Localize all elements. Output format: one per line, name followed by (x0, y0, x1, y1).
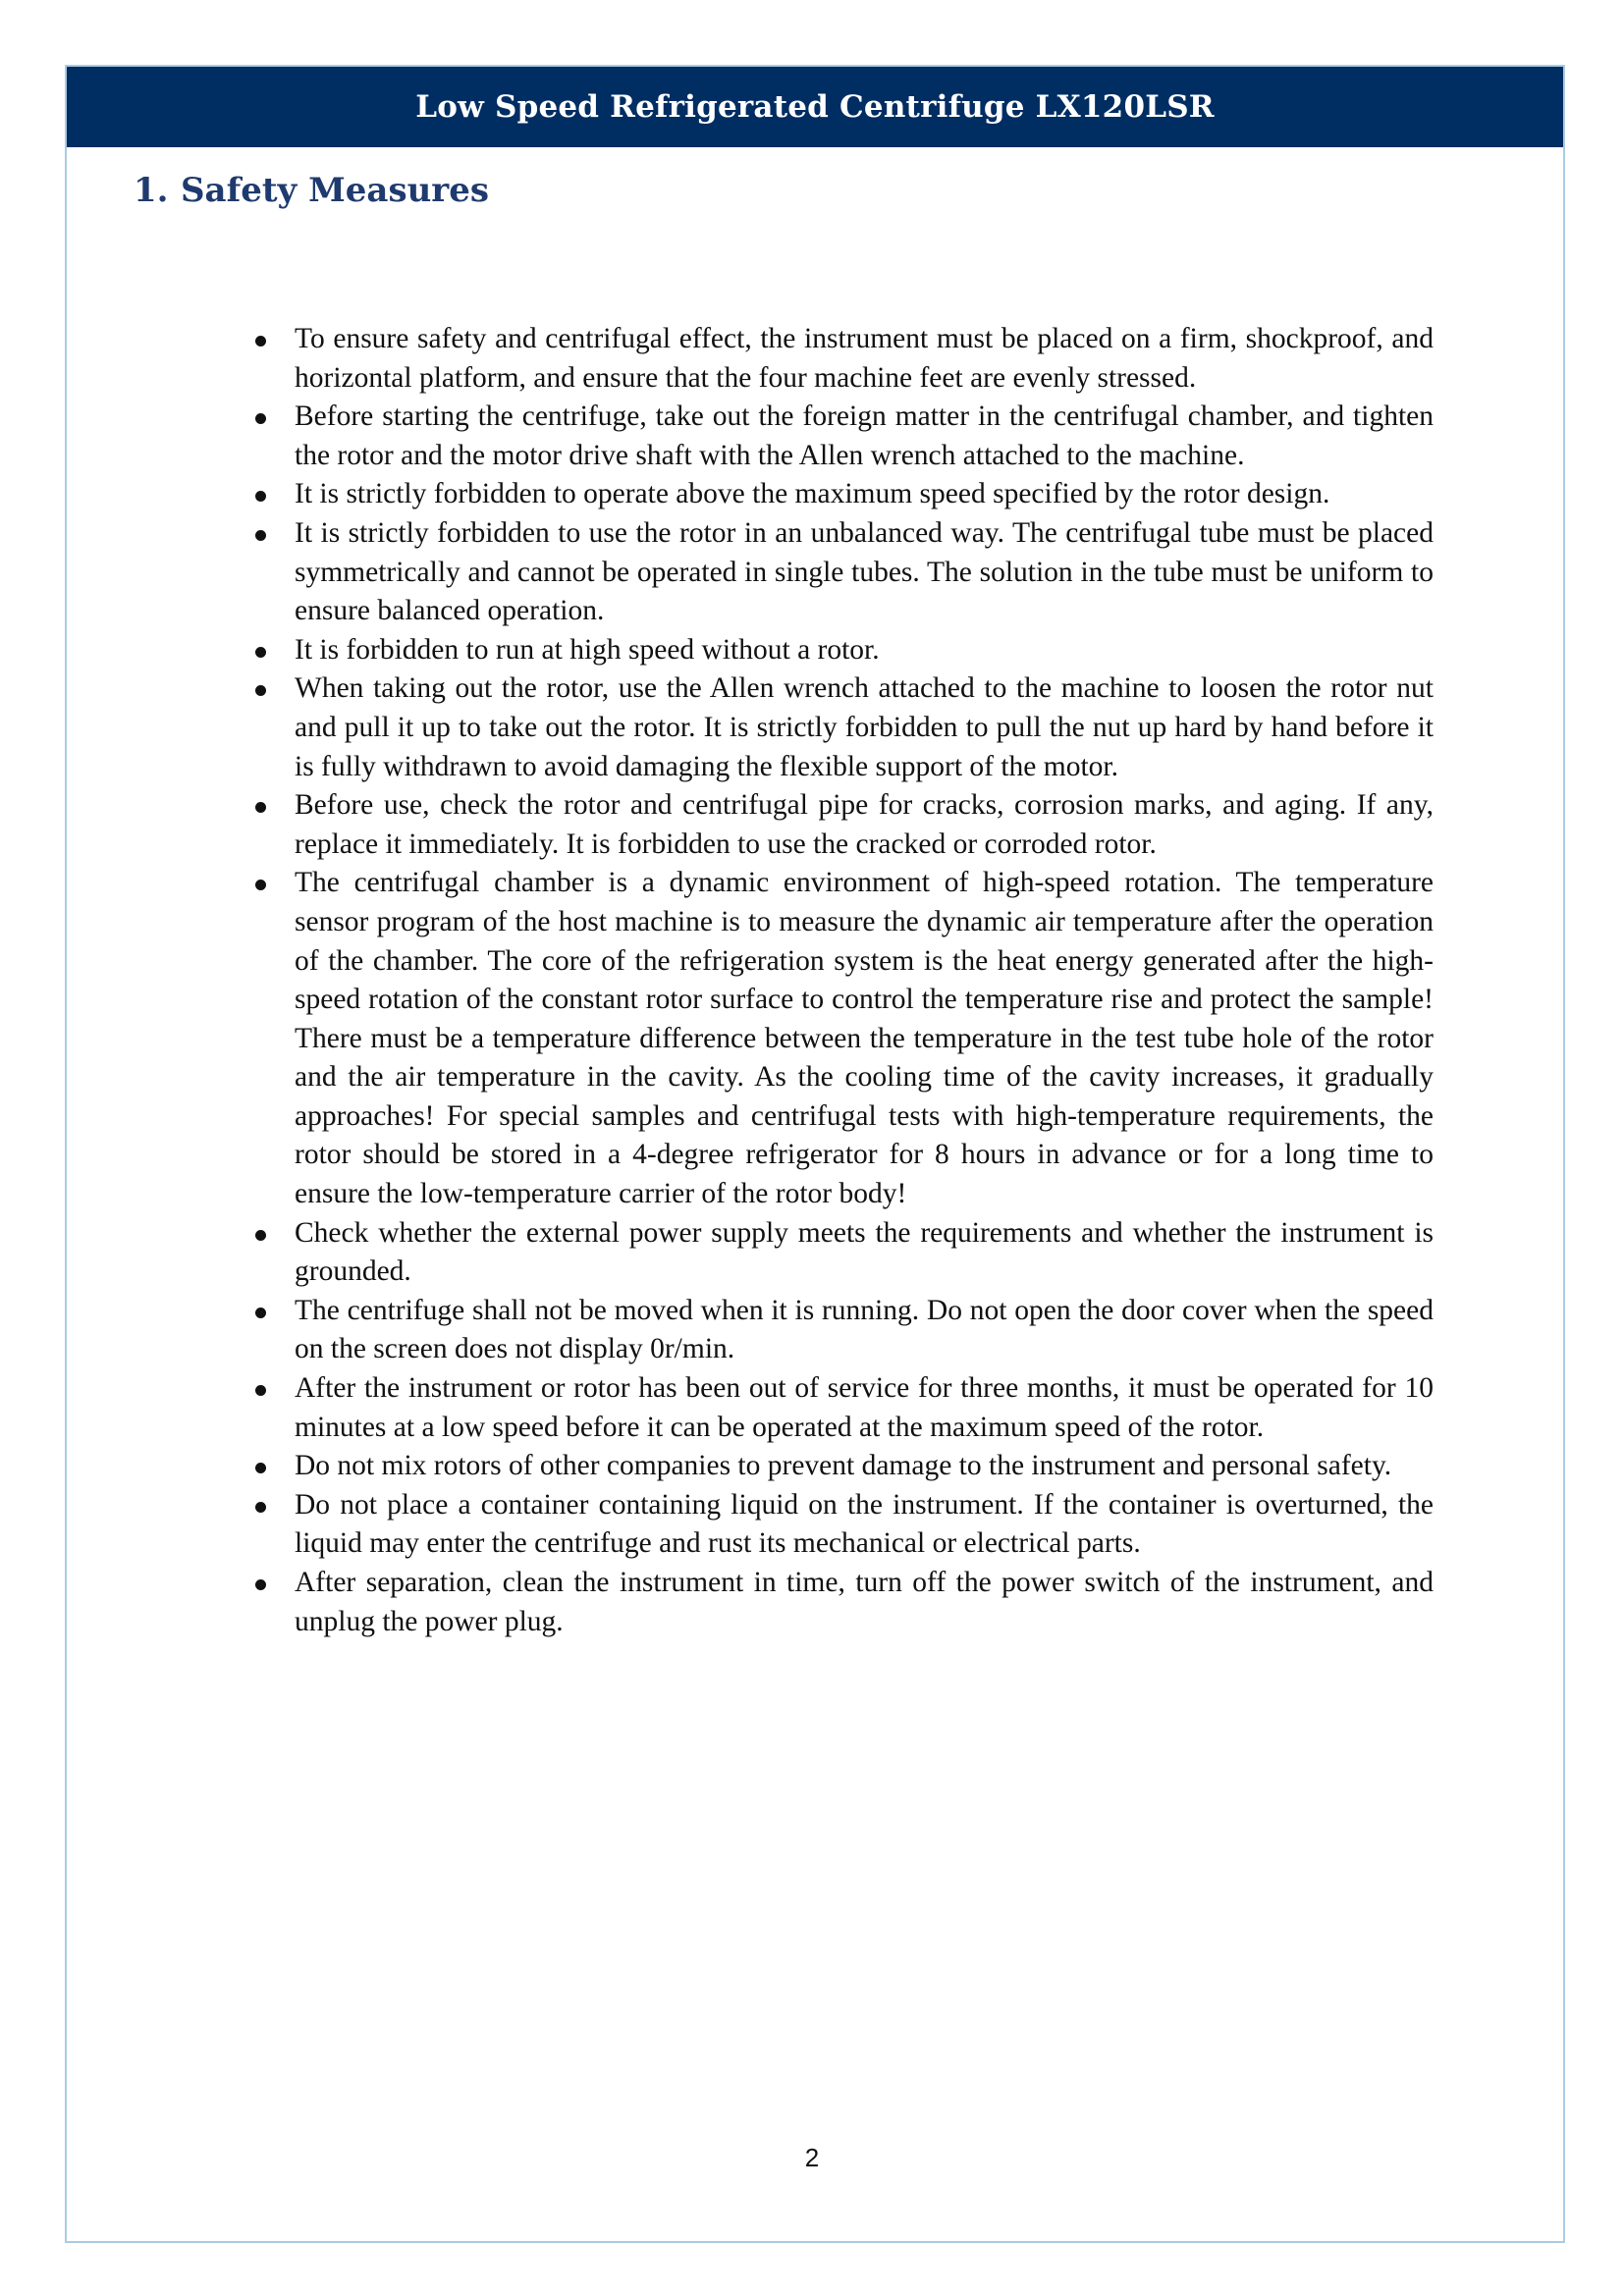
bullet-icon (255, 647, 266, 658)
safety-measures-list (295, 320, 1434, 1641)
header-bar (67, 67, 1563, 147)
list-item (295, 1214, 1434, 1292)
bullet-icon (255, 1579, 266, 1590)
list-item (295, 1292, 1434, 1369)
bullet-icon (255, 1502, 266, 1513)
list-item-text: To ensure safety and centrifugal effect, the instrument must be placed on a firm, shockproof, and horizontal platform, and ensure that the four machine feet are evenly stressed. (295, 323, 1434, 394)
list-item-text: Do not mix rotors of other companies to prevent damage to the instrument and personal safety. (295, 1450, 1392, 1482)
list-item-text: It is strictly forbidden to use the rotor in an unbalanced way. The centrifugal tube must be placed symmetrically and cannot be operated in single tubes. The solution in the tube must be uniform to ensure balanced operation. (295, 516, 1434, 627)
list-item (295, 1564, 1434, 1641)
list-item-text: After separation, clean the instrument in time, turn off the power switch of the instrument, and unplug the power plug. (295, 1567, 1434, 1637)
list-item (295, 398, 1434, 475)
bullet-icon (255, 1230, 266, 1241)
bullet-icon (255, 1308, 266, 1318)
list-item-text: Before starting the centrifuge, take out the foreign matter in the centrifugal chamber, and tighten the rotor and the motor drive shaft with the Allen wrench attached to the machine. (295, 400, 1434, 471)
list-item-text: Do not place a container containing liquid on the instrument. If the container is overturned, the liquid may enter the centrifuge and rust its mechanical or electrical parts. (295, 1488, 1434, 1560)
list-item (295, 475, 1434, 514)
list-item (295, 1486, 1434, 1564)
list-item (295, 864, 1434, 1213)
bullet-icon (255, 530, 266, 541)
list-item (295, 320, 1434, 398)
list-item (295, 631, 1434, 670)
bullet-icon (255, 1385, 266, 1396)
list-item-text: The centrifugal chamber is a dynamic environment of high-speed rotation. The temperature sensor program of the host machine is to measure the dynamic air temperature after the operation of the chamber. The core of the refrigeration system is the heat energy generated after the high-speed rotation of the constant rotor surface to control the temperature rise and protect the sample! There must be a temperature difference between the temperature in the test tube hole of the rotor and the air temperature in the cavity. As the cooling time of the cavity increases, it gradually approaches! For special samples and centrifugal tests with high-temperature requirements, the rotor should be stored in a 4-degree refrigerator for 8 hours in advance or for a long time to ensure the low-temperature carrier of the rotor body! (295, 867, 1434, 1210)
list-item-text: Before use, check the rotor and centrifugal pipe for cracks, corrosion marks, and aging. If any, replace it immediately. It is forbidden to use the cracked or corroded rotor. (295, 789, 1434, 860)
list-item (295, 669, 1434, 786)
list-item (295, 786, 1434, 864)
page-number: 2 (804, 2143, 820, 2172)
list-item-text: After the instrument or rotor has been out of service for three months, it must be operated for 10 minutes at a low speed before it can be operated at the maximum speed of the rotor. (295, 1372, 1434, 1443)
list-item-text: When taking out the rotor, use the Allen wrench attached to the machine to loosen the rotor nut and pull it up to take out the rotor. It is strictly forbidden to pull the nut up hard by hand before it is fully withdrawn to avoid damaging the flexible support of the motor. (295, 672, 1434, 782)
list-item-text: Check whether the external power supply meets the requirements and whether the instrument is grounded. (295, 1216, 1434, 1288)
section-title: Safety Measures (181, 171, 489, 210)
section-heading (134, 169, 489, 212)
list-item (295, 1369, 1434, 1447)
section-number: 1. (134, 171, 169, 210)
list-item-text: It is strictly forbidden to operate above the maximum speed specified by the rotor design. (295, 478, 1330, 510)
bullet-icon (255, 336, 266, 347)
list-item-text: The centrifuge shall not be moved when it is running. Do not open the door cover when the speed on the screen does not display 0r/min. (295, 1294, 1434, 1365)
document-title: Low Speed Refrigerated Centrifuge LX120LSR (415, 89, 1215, 125)
list-item (295, 514, 1434, 631)
list-item-text: It is forbidden to run at high speed without a rotor. (295, 633, 880, 666)
list-item (295, 1447, 1434, 1486)
